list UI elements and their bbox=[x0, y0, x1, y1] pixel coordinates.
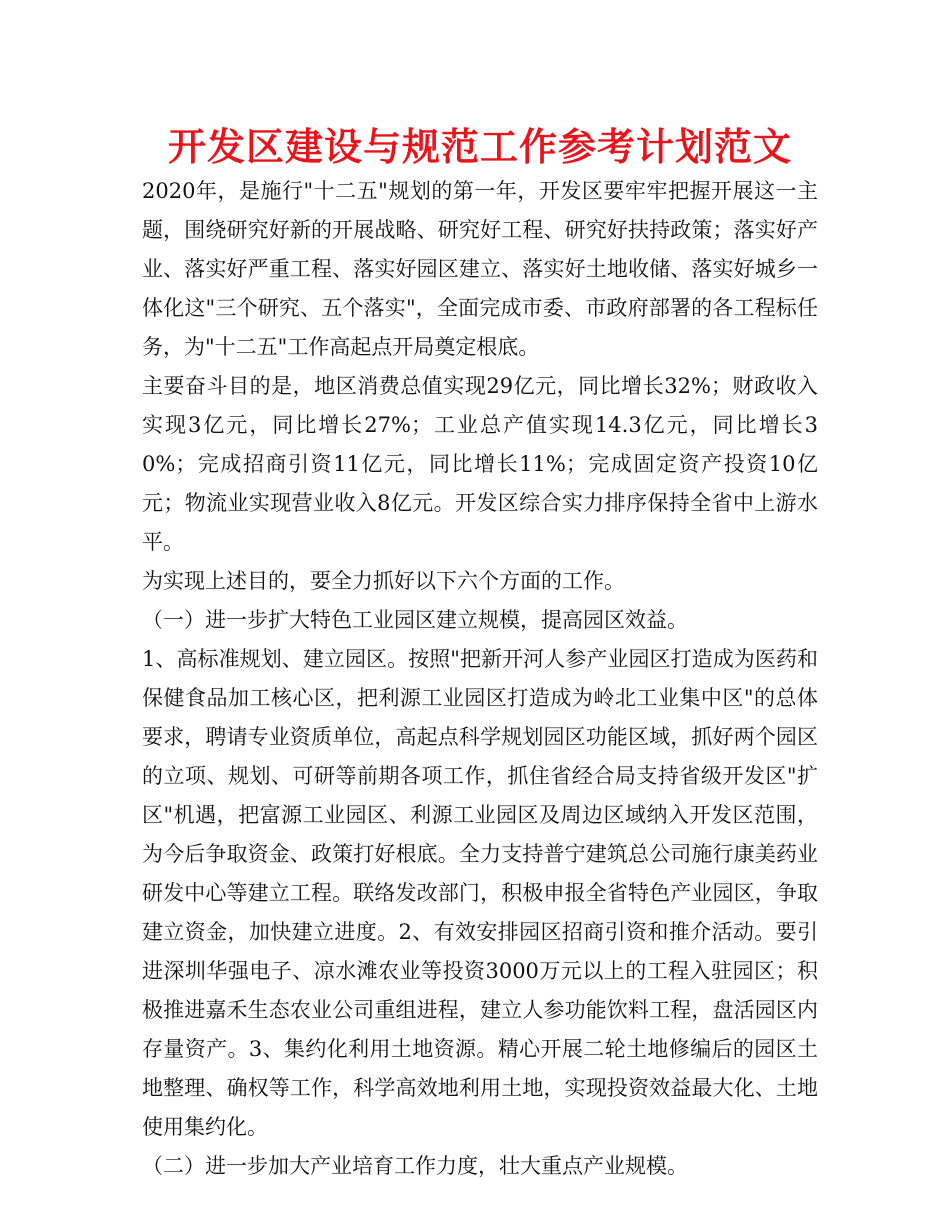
paragraph-section-1-content: 1、高标准规划、建立园区。按照"把新开河人参产业园区打造成为医药和保健食品加工核心区，把利源工业园区打造成为岭北工业集中区"的总体要求，聘请专业资质单位，高起点科学规划园区功能区域，抓好两个园区的立项、规划、可研等前期各项工作，抓住省经合局支持省级开发区"扩区"机遇，把富源工业园区、利源工业园区及周边区域纳入开发区范围，为今后争取资金、政策打好根底。全力支持普宁建筑总公司施行康美药业研发中心等建立工程。联络发改部门，积极申报全省特色产业园区，争取建立资金，加快建立进度。2、有效安排园区招商引资和推介活动。要引进深圳华强电子、凉水滩农业等投资3000万元以上的工程入驻园区；积极推进嘉禾生态农业公司重组进程，建立人参功能饮料工程，盘活园区内存量资产。3、集约化利用土地资源。精心开展二轮土地修编后的园区土地整理、确权等工作，科学高效地利用土地，实现投资效益最大化、土地使用集约化。 bbox=[142, 647, 818, 1139]
document-body bbox=[142, 172, 818, 1186]
paragraph-intro: 2020年，是施行"十二五"规划的第一年，开发区要牢牢把握开展这一主题，围绕研究好新的开展战略、研究好工程、研究好扶持政策；落实好产业、落实好严重工程、落实好园区建立、落实好土地收储、落实好城乡一体化这"三个研究、五个落实"，全面完成市委、市政府部署的各工程标任务，为"十二五"工作高起点开局奠定根底。 bbox=[142, 179, 818, 359]
section-heading-2: （二）进一步加大产业培育工作力度，壮大重点产业规模。 bbox=[142, 1154, 688, 1178]
paragraph-six-aspects: 为实现上述目的，要全力抓好以下六个方面的工作。 bbox=[142, 569, 625, 593]
section-heading-1: （一）进一步扩大特色工业园区建立规模，提高园区效益。 bbox=[142, 608, 688, 632]
document-page bbox=[142, 122, 818, 1186]
paragraph-goals: 主要奋斗目的是，地区消费总值实现29亿元，同比增长32%；财政收入实现3亿元，同比增长27%；工业总产值实现14.3亿元，同比增长30%；完成招商引资11亿元，同比增长11%；完成固定资产投资10亿元；物流业实现营业收入8亿元。开发区综合实力排序保持全省中上游水平。 bbox=[142, 374, 818, 554]
document-title: 开发区建设与规范工作参考计划范文 bbox=[167, 125, 792, 169]
